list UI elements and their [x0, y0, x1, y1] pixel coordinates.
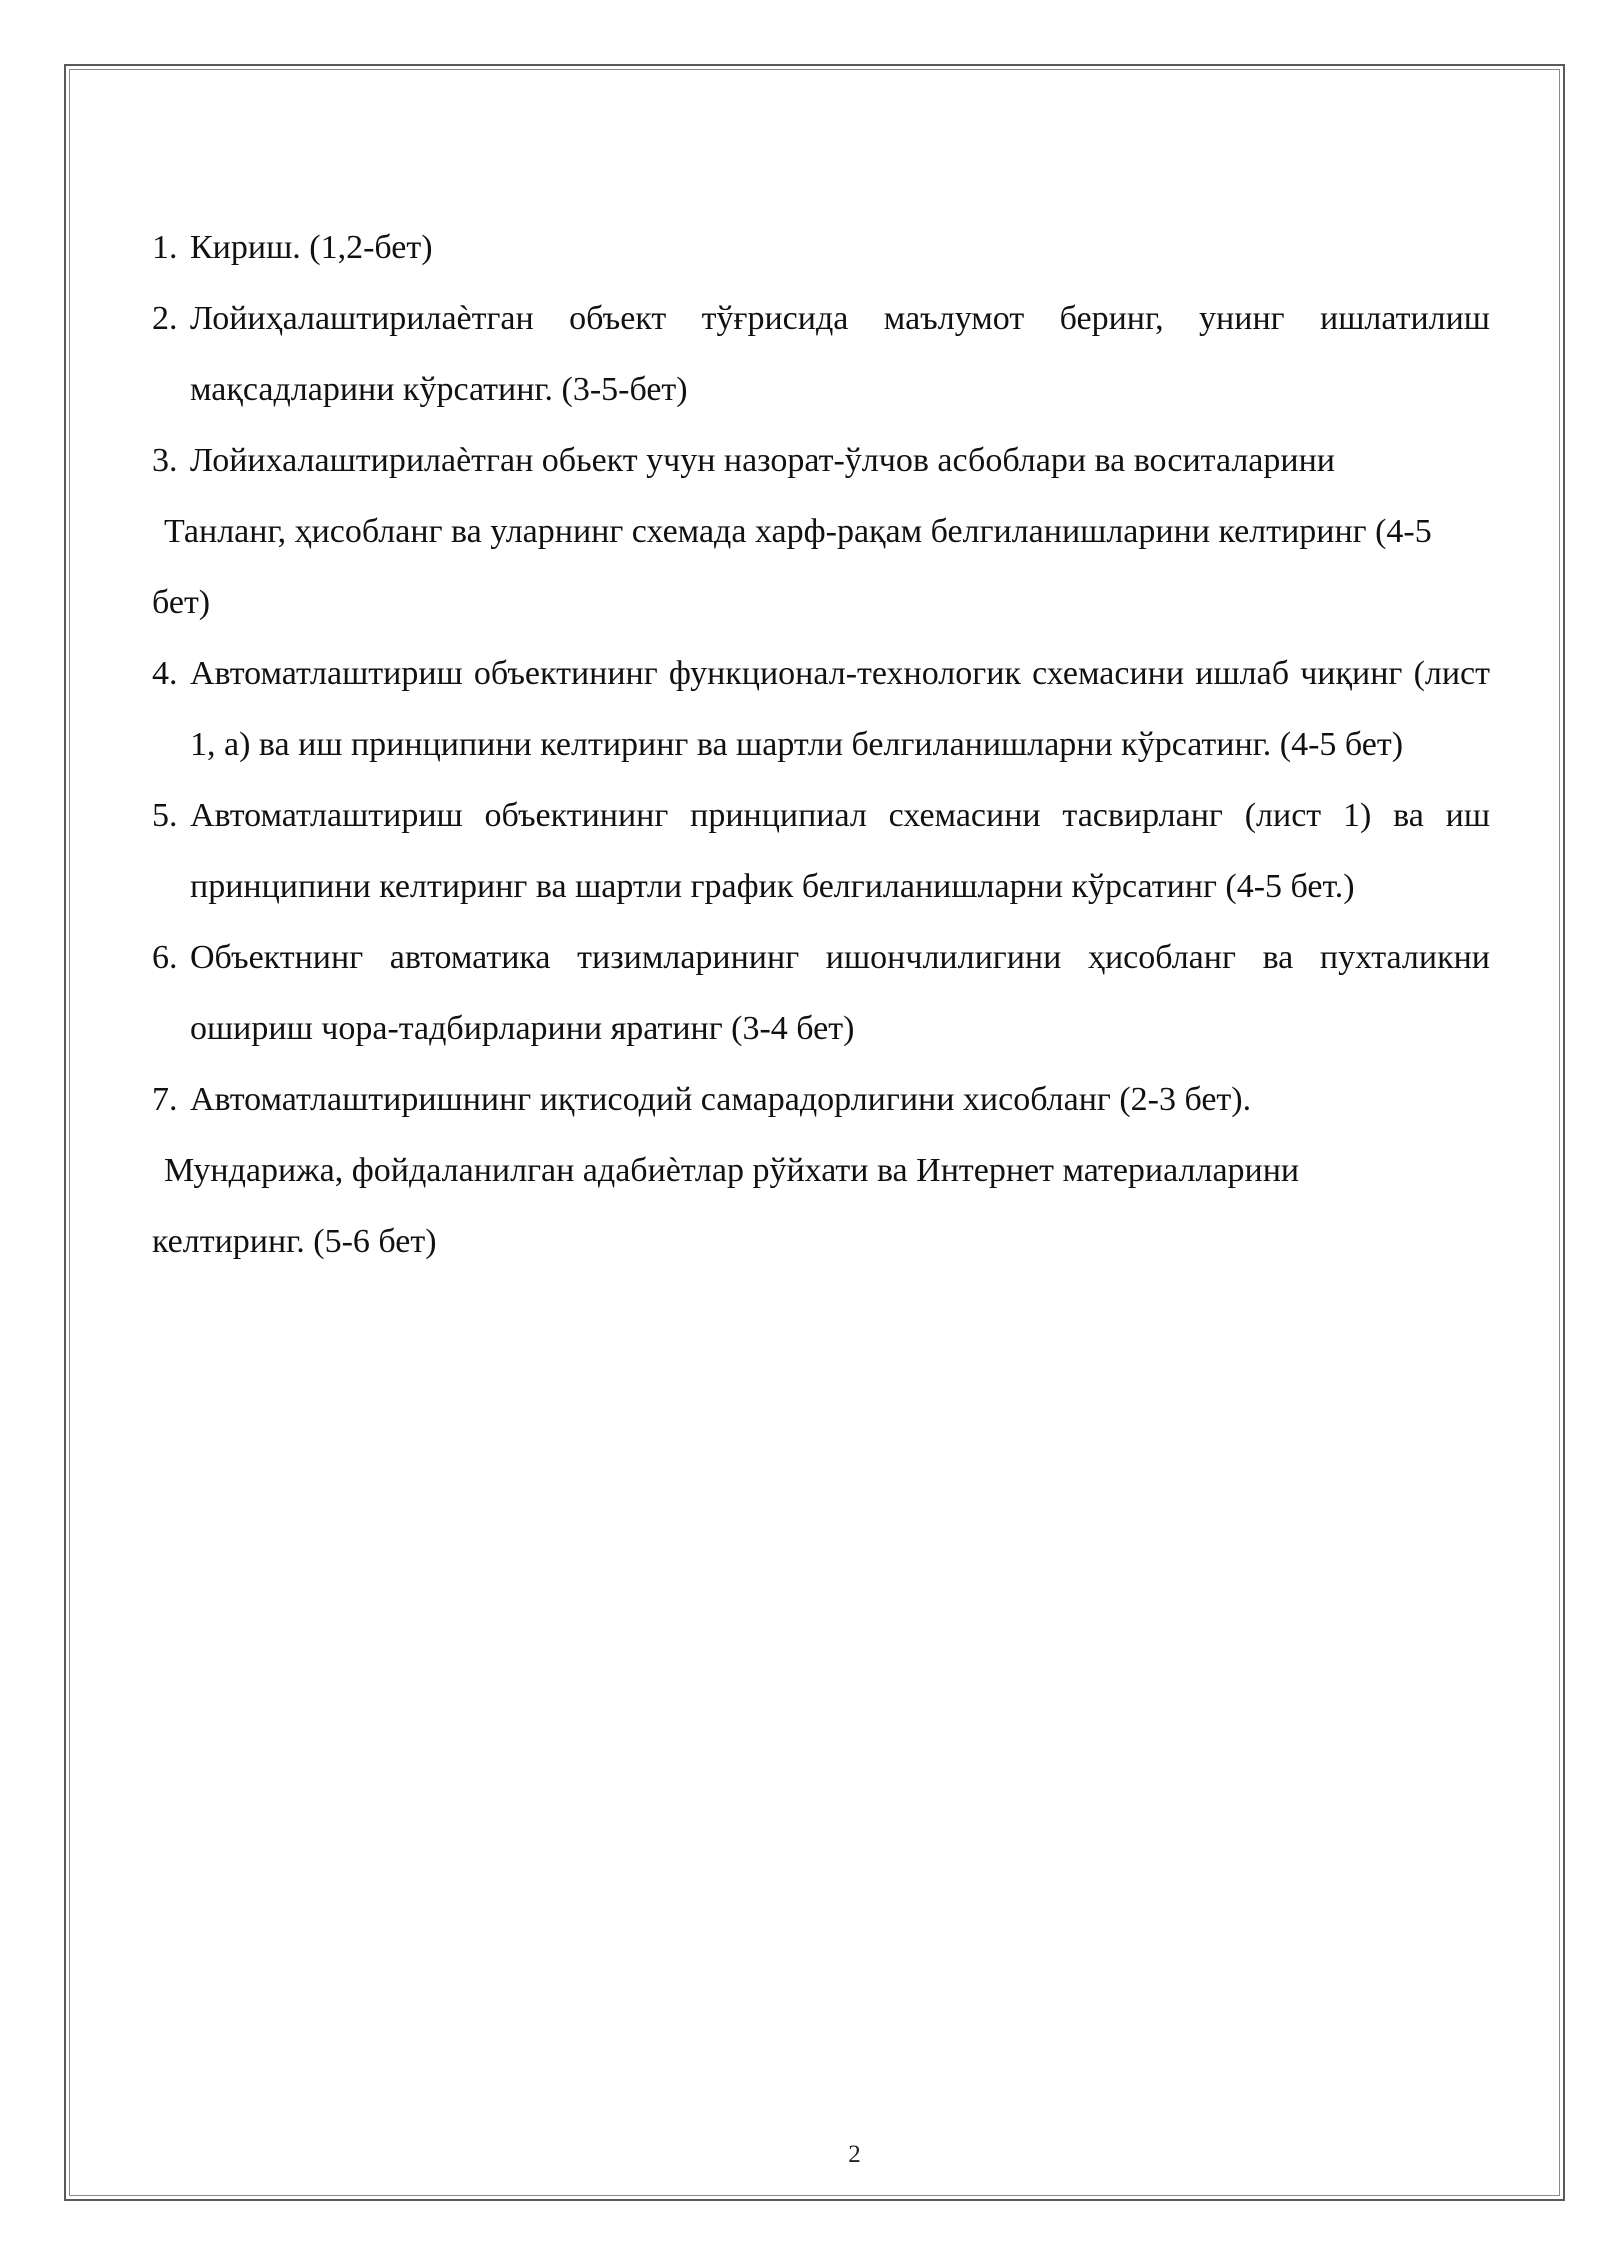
list-number: 5.: [152, 797, 178, 834]
list-item-3: [152, 425, 1490, 496]
list-item-1: [152, 212, 1490, 283]
list-text: Лойиҳалаштирилаѐтган объект тўғрисида маълумот беринг, унинг ишлатилиш мақсадларини кўрсатинг. (3-5-бет): [190, 300, 1490, 408]
list-number: 2.: [152, 300, 178, 337]
page-number: 2: [848, 2141, 861, 2168]
list-number: 3.: [152, 442, 178, 479]
list-item-3-continuation-tail: бет): [152, 584, 211, 621]
list-item-6: [152, 922, 1490, 1064]
list-item-3-continuation: Танланг, ҳисобланг ва уларнинг схемада харф-рақам белгиланишларини келтиринг (4-5: [164, 513, 1432, 550]
list-number: 1.: [152, 229, 178, 266]
list-text: Объектнинг автоматика тизимларининг ишончлилигини ҳисобланг ва пухталикни ошириш чора-тадбирларини яратинг (3-4 бет): [190, 939, 1490, 1047]
closing-paragraph-line-1: Мундарижа, фойдаланилган адабиѐтлар рўйхати ва Интернет материалларини: [164, 1152, 1300, 1189]
list-text: Автоматлаштириш объектининг принципиал схемасини тасвирланг (лист 1) ва иш принципини келтиринг ва шартли график белгиланишларни кўрсатинг (4-5 бет.): [190, 797, 1490, 905]
list-item-7: [152, 1064, 1490, 1135]
list-number: 6.: [152, 939, 178, 976]
list-item-4: [152, 638, 1490, 780]
list-text: Лойихалаштирилаѐтган обьект учун назорат-ўлчов асбоблари ва воситаларини: [190, 442, 1335, 479]
list-item-5: [152, 780, 1490, 922]
list-text: Автоматлаштириш объектининг функционал-технологик схемасини ишлаб чиқинг (лист 1, а) ва иш принципини келтиринг ва шартли белгиланишларни кўрсатинг. (4-5 бет): [190, 655, 1490, 763]
list-text: Автоматлаштиришнинг иқтисодий самарадорлигини хисобланг (2-3 бет).: [190, 1081, 1252, 1118]
document-body: [152, 212, 1490, 1277]
closing-paragraph-line-2: келтиринг. (5-6 бет): [152, 1223, 437, 1260]
list-text: Кириш. (1,2-бет): [190, 229, 433, 266]
list-item-2: [152, 283, 1490, 425]
list-number: 4.: [152, 655, 178, 692]
list-number: 7.: [152, 1081, 178, 1118]
